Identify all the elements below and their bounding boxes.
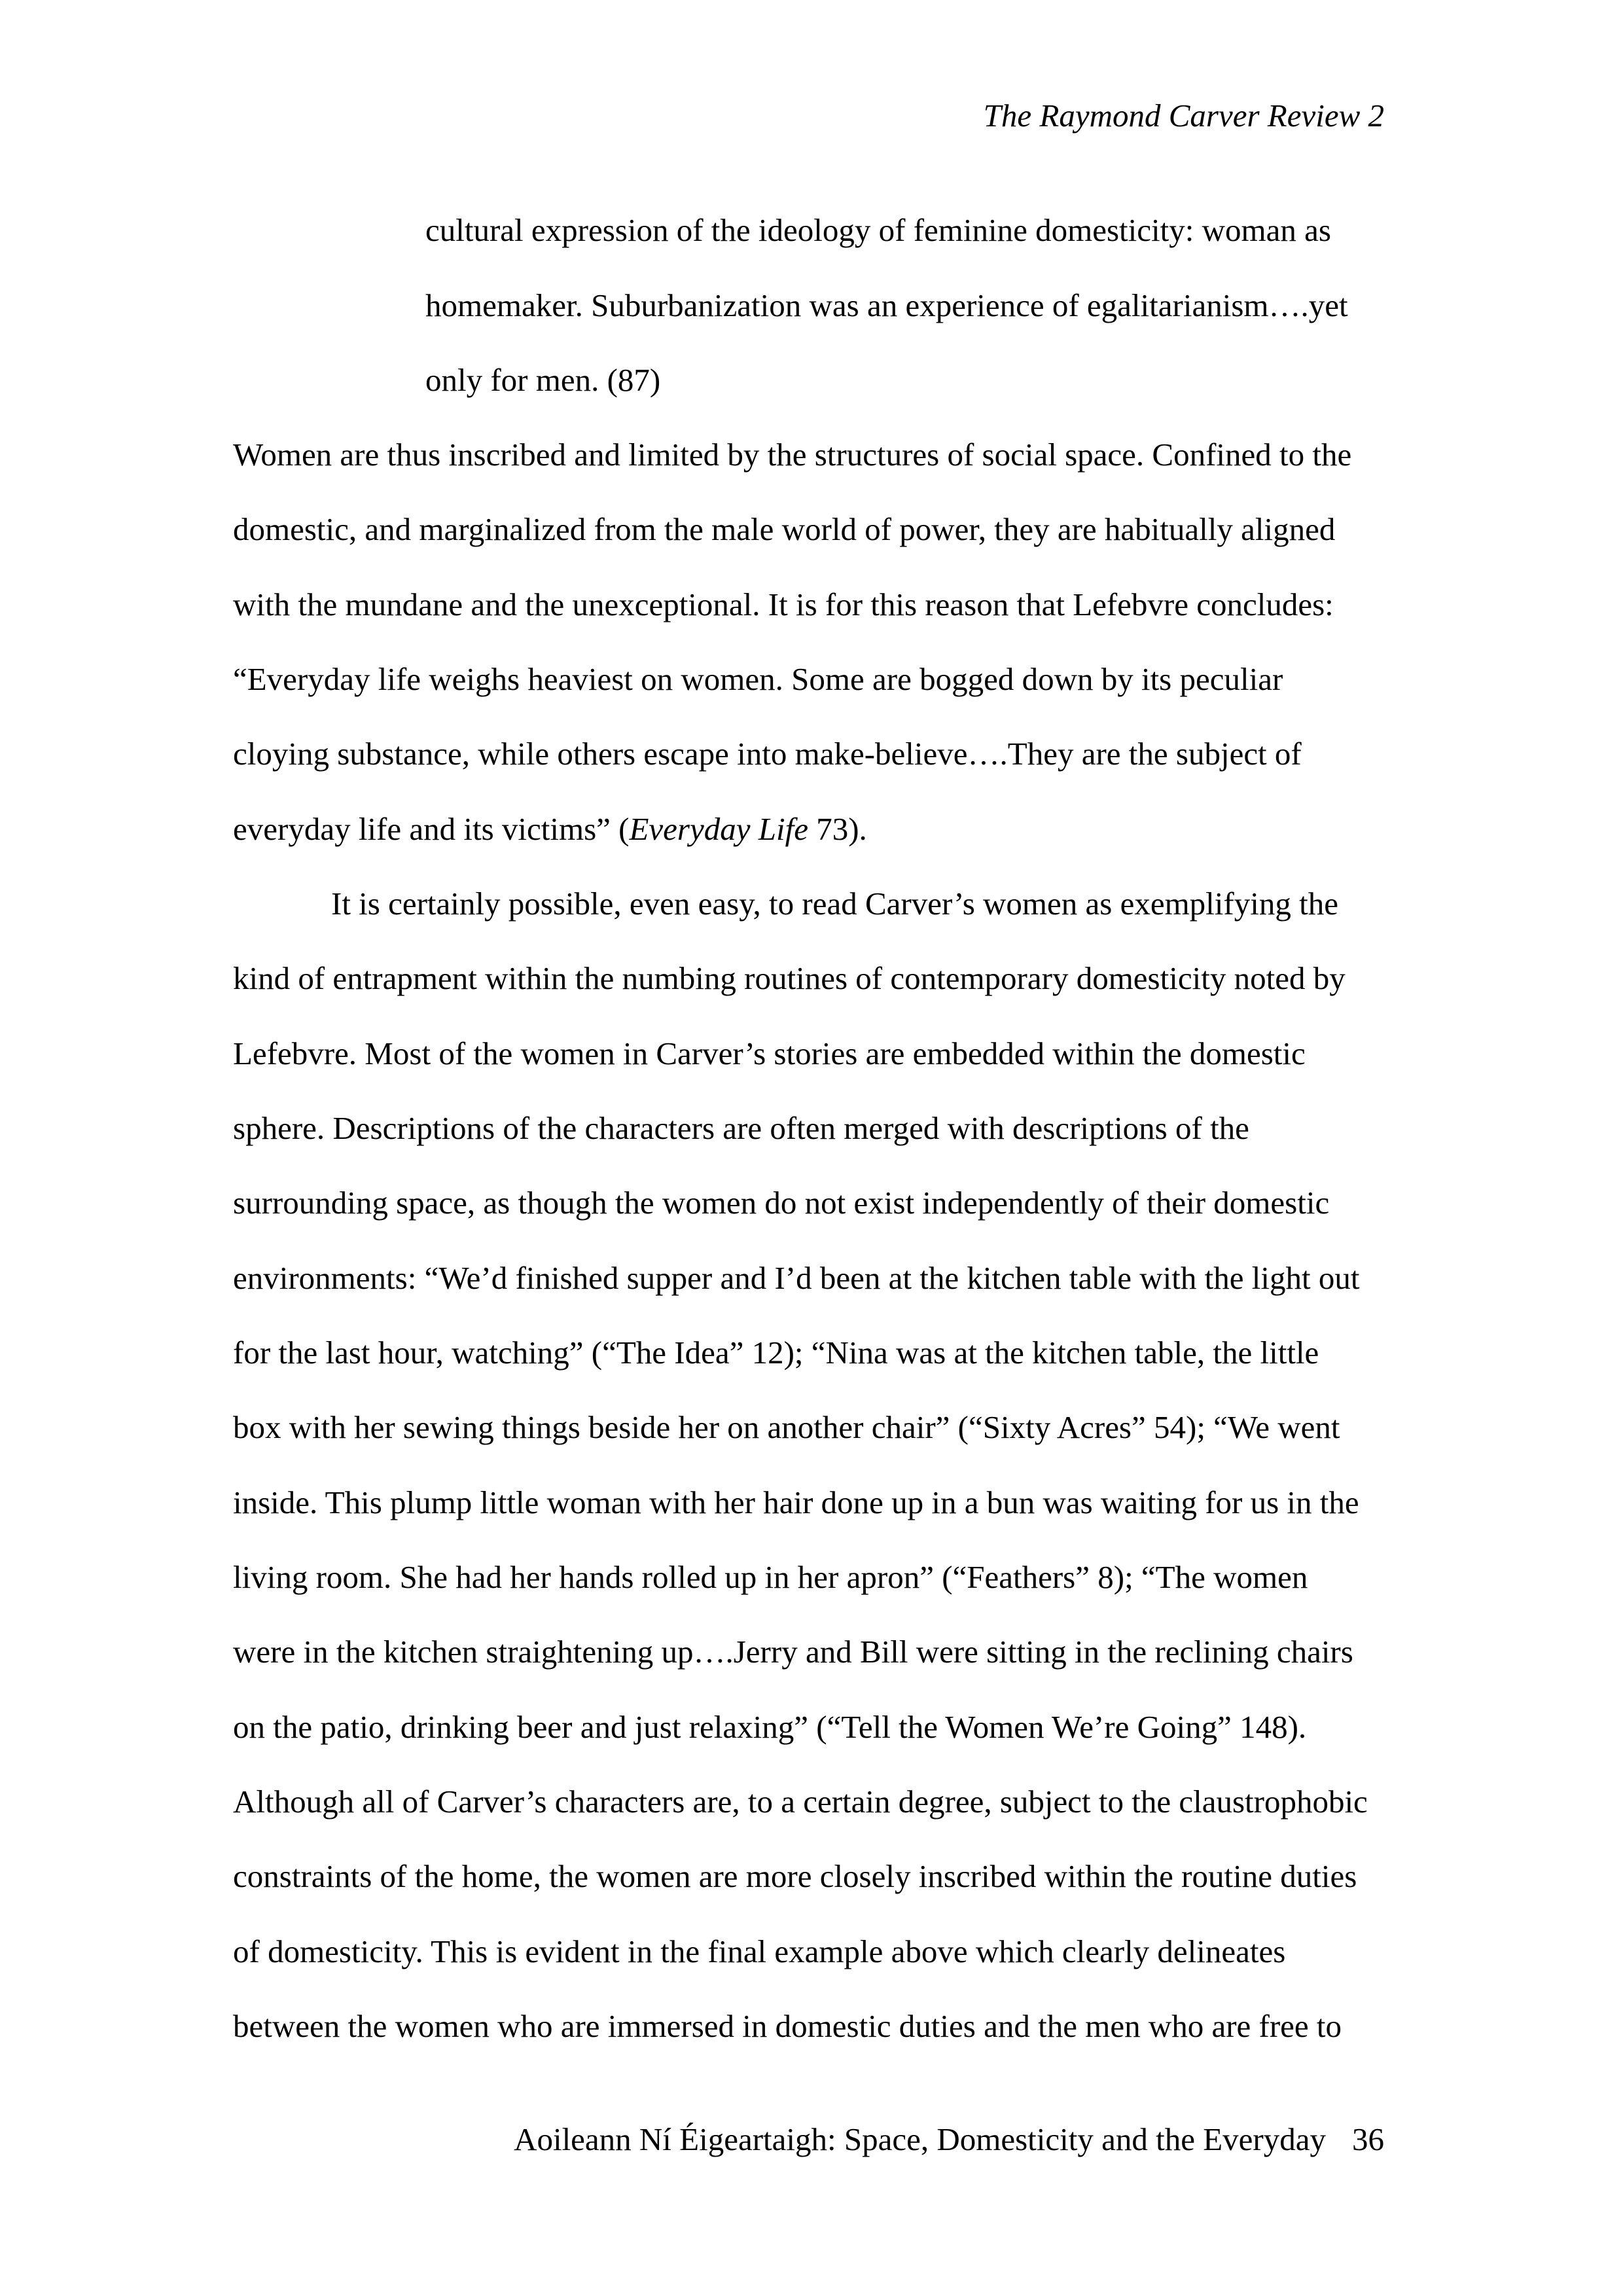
body-text-line: kind of entrapment within the numbing routines of contemporary domesticity noted by: [233, 960, 1346, 996]
body-text-line: living room. She had her hands rolled up in her apron” (“Feathers” 8); “The women: [233, 1559, 1308, 1595]
body-text-line: It is certainly possible, even easy, to read Carver’s women as exemplifying the: [331, 886, 1338, 922]
body-text-line: environments: “We’d finished supper and I’d been at the kitchen table with the light out: [233, 1260, 1360, 1296]
running-header-title: The Raymond Carver Review 2: [983, 98, 1384, 134]
body-text-line: Lefebvre. Most of the women in Carver’s stories are embedded within the domestic: [233, 1035, 1306, 1071]
body-text-line: cloying substance, while others escape into make-believe….They are the subject of: [233, 736, 1302, 772]
body-text-line: Women are thus inscribed and limited by the structures of social space. Confined to the: [233, 437, 1352, 473]
body-text-line-with-citation: [233, 806, 867, 852]
body-text-line: box with her sewing things beside her on another chair” (“Sixty Acres” 54); “We went: [233, 1409, 1340, 1445]
body-text-line: between the women who are immersed in domestic duties and the men who are free to: [233, 2008, 1342, 2044]
body-text-line: domestic, and marginalized from the male world of power, they are habitually aligned: [233, 511, 1336, 547]
body-text-line: for the last hour, watching” (“The Idea” 12); “Nina was at the kitchen table, the little: [233, 1335, 1319, 1371]
citation-lead-text: everyday life and its victims” (: [233, 811, 630, 847]
body-text-line: on the patio, drinking beer and just relaxing” (“Tell the Women We’re Going” 148).: [233, 1709, 1307, 1745]
book-title-italic: Everyday Life: [629, 811, 808, 847]
body-text-line: constraints of the home, the women are more closely inscribed within the routine duties: [233, 1858, 1357, 1894]
body-text-line: inside. This plump little woman with her hair done up in a bun was waiting for us in the: [233, 1484, 1359, 1520]
footer-author-title: Aoileann Ní Éigeartaigh: Space, Domesticity and the Everyday: [514, 2121, 1326, 2157]
block-quote-line: only for men. (87): [425, 362, 661, 398]
page-footer: [514, 2117, 1384, 2162]
block-quote-line: cultural expression of the ideology of feminine domesticity: woman as: [425, 212, 1331, 248]
citation-tail-text: 73).: [808, 811, 867, 847]
body-text-line: “Everyday life weighs heaviest on women. Some are bogged down by its peculiar: [233, 661, 1283, 697]
body-text-line: of domesticity. This is evident in the final example above which clearly delineates: [233, 1933, 1286, 1969]
body-text-line: sphere. Descriptions of the characters are often merged with descriptions of the: [233, 1110, 1249, 1146]
block-quote-line: homemaker. Suburbanization was an experience of egalitarianism….yet: [425, 287, 1348, 323]
body-text-line: with the mundane and the unexceptional. It is for this reason that Lefebvre concludes:: [233, 586, 1334, 622]
body-text-line: were in the kitchen straightening up….Jerry and Bill were sitting in the reclining chairs: [233, 1634, 1353, 1670]
body-text-line: surrounding space, as though the women do not exist independently of their domestic: [233, 1185, 1330, 1221]
page-number: 36: [1352, 2121, 1384, 2157]
body-text-line: Although all of Carver’s characters are, to a certain degree, subject to the claustrophobic: [233, 1784, 1368, 1820]
